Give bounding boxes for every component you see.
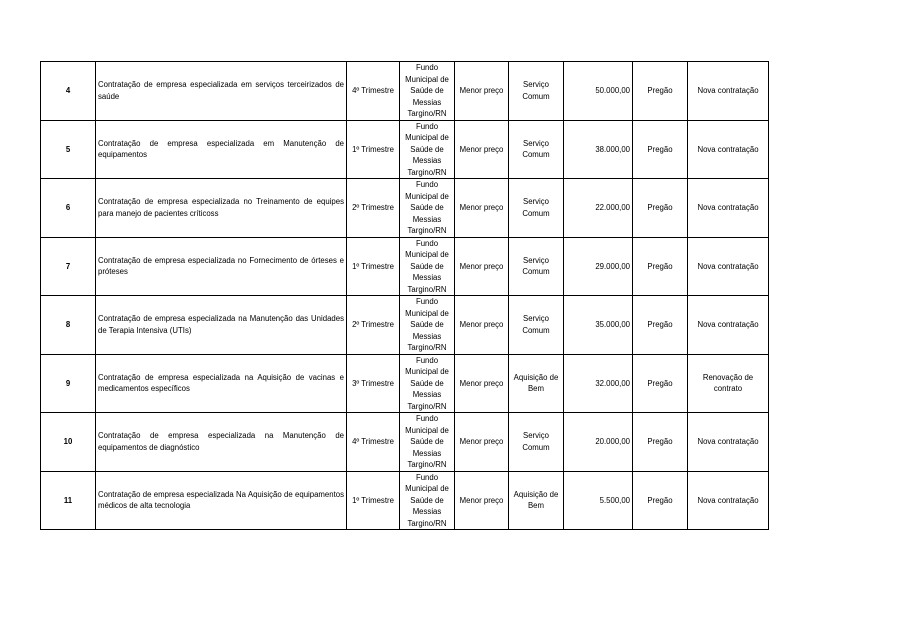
item-criterion: Menor preço [455, 413, 509, 472]
table-row [41, 120, 769, 179]
item-unit: Fundo Municipal de Saúde de Messias Targino/RN [400, 179, 455, 238]
item-value: 35.000,00 [564, 296, 633, 355]
item-modality: Pregão [633, 62, 688, 121]
item-status: Nova contratação [688, 237, 769, 296]
item-criterion: Menor preço [455, 62, 509, 121]
item-category: Aquisição de Bem [509, 354, 564, 413]
table-row [41, 413, 769, 472]
item-quarter: 3º Trimestre [347, 354, 400, 413]
item-quarter: 4º Trimestre [347, 413, 400, 472]
item-category: Serviço Comum [509, 62, 564, 121]
item-category: Serviço Comum [509, 296, 564, 355]
item-unit: Fundo Municipal de Saúde de Messias Targino/RN [400, 62, 455, 121]
item-value: 50.000,00 [564, 62, 633, 121]
item-criterion: Menor preço [455, 120, 509, 179]
item-quarter: 4º Trimestre [347, 62, 400, 121]
item-value: 5.500,00 [564, 471, 633, 530]
item-value: 20.000,00 [564, 413, 633, 472]
item-quarter: 2º Trimestre [347, 179, 400, 238]
item-category: Serviço Comum [509, 179, 564, 238]
item-quarter: 1º Trimestre [347, 120, 400, 179]
item-value: 32.000,00 [564, 354, 633, 413]
table-body [41, 62, 769, 530]
item-category: Serviço Comum [509, 120, 564, 179]
item-category: Serviço Comum [509, 413, 564, 472]
item-number: 4 [41, 62, 96, 121]
item-criterion: Menor preço [455, 179, 509, 238]
item-status: Nova contratação [688, 471, 769, 530]
item-quarter: 1º Trimestre [347, 471, 400, 530]
item-unit: Fundo Municipal de Saúde de Messias Targino/RN [400, 120, 455, 179]
item-criterion: Menor preço [455, 296, 509, 355]
item-modality: Pregão [633, 120, 688, 179]
item-category: Serviço Comum [509, 237, 564, 296]
item-value: 38.000,00 [564, 120, 633, 179]
item-description: Contratação de empresa especializada no Fornecimento de órteses e próteses [96, 237, 347, 296]
item-description: Contratação de empresa especializada no Treinamento de equipes para manejo de pacientes críticoss [96, 179, 347, 238]
item-description: Contratação de empresa especializada Na Aquisição de equipamentos médicos de alta tecnologia [96, 471, 347, 530]
item-description: Contratação de empresa especializada em Manutenção de equipamentos [96, 120, 347, 179]
item-number: 6 [41, 179, 96, 238]
table-row [41, 237, 769, 296]
item-criterion: Menor preço [455, 354, 509, 413]
item-status: Nova contratação [688, 413, 769, 472]
item-status: Nova contratação [688, 179, 769, 238]
table-row [41, 471, 769, 530]
item-number: 5 [41, 120, 96, 179]
item-number: 8 [41, 296, 96, 355]
item-number: 9 [41, 354, 96, 413]
table-row [41, 296, 769, 355]
item-quarter: 1º Trimestre [347, 237, 400, 296]
item-unit: Fundo Municipal de Saúde de Messias Targino/RN [400, 237, 455, 296]
item-description: Contratação de empresa especializada na Manutenção das Unidades de Terapia Intensiva (UTIs) [96, 296, 347, 355]
item-modality: Pregão [633, 354, 688, 413]
item-modality: Pregão [633, 179, 688, 238]
item-number: 7 [41, 237, 96, 296]
item-status: Nova contratação [688, 120, 769, 179]
item-modality: Pregão [633, 296, 688, 355]
item-value: 29.000,00 [564, 237, 633, 296]
item-status: Renovação de contrato [688, 354, 769, 413]
table-row [41, 354, 769, 413]
item-unit: Fundo Municipal de Saúde de Messias Targino/RN [400, 413, 455, 472]
item-number: 10 [41, 413, 96, 472]
item-description: Contratação de empresa especializada em serviços terceirizados de saúde [96, 62, 347, 121]
procurement-table [40, 61, 769, 530]
item-unit: Fundo Municipal de Saúde de Messias Targino/RN [400, 471, 455, 530]
item-value: 22.000,00 [564, 179, 633, 238]
item-criterion: Menor preço [455, 471, 509, 530]
item-modality: Pregão [633, 237, 688, 296]
item-number: 11 [41, 471, 96, 530]
item-unit: Fundo Municipal de Saúde de Messias Targino/RN [400, 296, 455, 355]
item-modality: Pregão [633, 471, 688, 530]
item-category: Aquisição de Bem [509, 471, 564, 530]
item-modality: Pregão [633, 413, 688, 472]
item-status: Nova contratação [688, 62, 769, 121]
item-description: Contratação de empresa especializada na Aquisição de vacinas e medicamentos específicos [96, 354, 347, 413]
table-row [41, 179, 769, 238]
item-unit: Fundo Municipal de Saúde de Messias Targino/RN [400, 354, 455, 413]
item-description: Contratação de empresa especializada na Manutenção de equipamentos de diagnóstico [96, 413, 347, 472]
table-row [41, 62, 769, 121]
item-criterion: Menor preço [455, 237, 509, 296]
item-status: Nova contratação [688, 296, 769, 355]
item-quarter: 2º Trimestre [347, 296, 400, 355]
